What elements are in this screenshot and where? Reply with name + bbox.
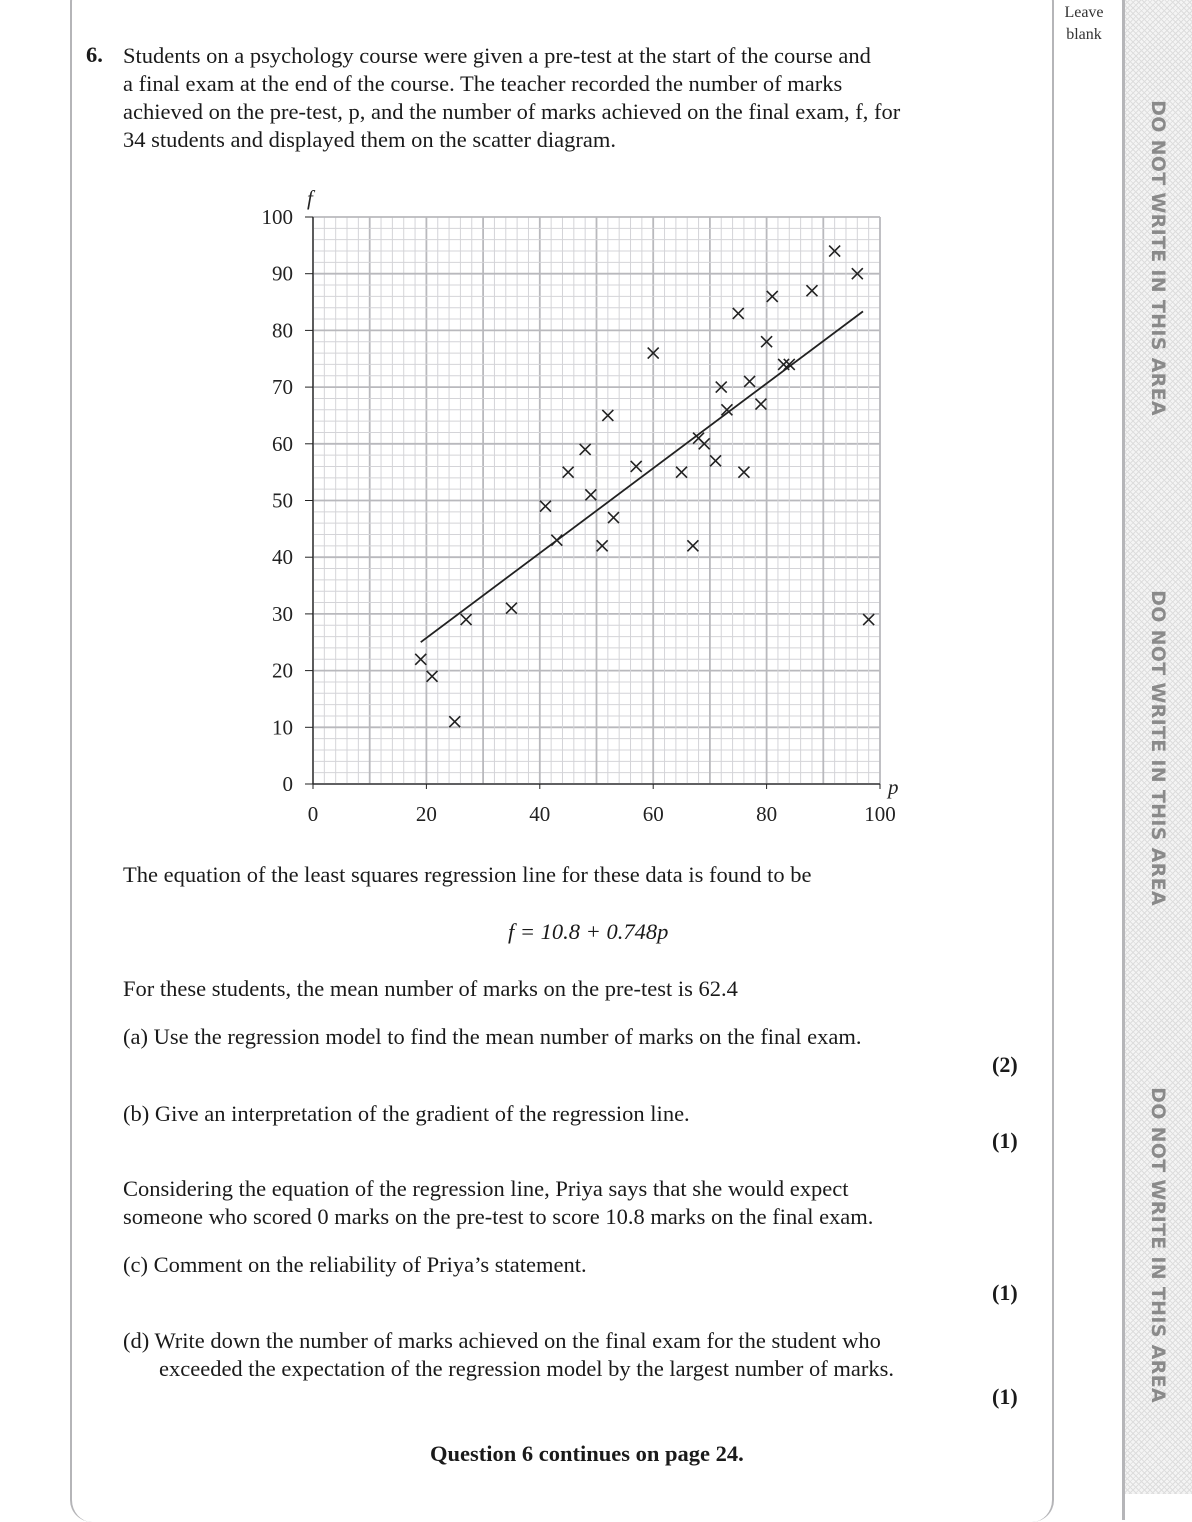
mean-text: For these students, the mean number of marks on the pre-test is 62.4 <box>123 976 738 1001</box>
part-c-marks: (1) <box>992 1280 1018 1305</box>
part-d-marks: (1) <box>992 1384 1018 1409</box>
y-axis-label: f <box>307 186 313 210</box>
regression-text: The equation of the least squares regression line for these data is found to be <box>123 862 812 887</box>
data-point-cross <box>744 376 755 387</box>
do-not-write-notice: DO NOT WRITE IN THIS AREA <box>1147 100 1169 416</box>
data-point-cross <box>449 716 460 727</box>
part-b-marks: (1) <box>992 1128 1018 1153</box>
y-tick-label: 80 <box>272 318 293 343</box>
data-point-cross <box>676 467 687 478</box>
data-point-cross <box>563 467 574 478</box>
data-point-cross <box>585 489 596 500</box>
x-axis-label: p <box>888 775 899 799</box>
x-tick-label: 80 <box>756 802 778 826</box>
data-point-cross <box>506 603 517 614</box>
data-point-cross <box>461 614 472 625</box>
leave-blank-label <box>1056 2 1112 46</box>
blank-label: blank <box>1066 26 1102 43</box>
x-tick-label: 60 <box>642 802 664 826</box>
priya-line: someone who scored 0 marks on the pre-test to score 10.8 marks on the final exam. <box>123 1204 874 1229</box>
y-tick-label: 60 <box>272 431 293 456</box>
y-tick-label: 70 <box>272 375 293 400</box>
data-point-cross <box>540 501 551 512</box>
data-point-cross <box>733 308 744 319</box>
x-tick-label: 100 <box>864 802 896 826</box>
y-tick-label: 90 <box>272 261 293 286</box>
x-tick-label: 20 <box>415 802 437 826</box>
intro-line: achieved on the pre-test, p, and the number of marks achieved on the final exam, f, for <box>123 99 901 124</box>
y-tick-label: 10 <box>272 715 293 740</box>
data-point-cross <box>755 399 766 410</box>
do-not-write-notice: DO NOT WRITE IN THIS AREA <box>1147 1087 1169 1403</box>
part-d-line2: exceeded the expectation of the regression model by the largest number of marks. <box>159 1356 894 1381</box>
regression-equation: f = 10.8 + 0.748p <box>508 919 669 944</box>
part-a: (a) Use the regression model to find the mean number of marks on the final exam. <box>123 1024 862 1049</box>
data-point-cross <box>551 535 562 546</box>
scatter-diagram <box>240 180 940 840</box>
part-b: (b) Give an interpretation of the gradient of the regression line. <box>123 1101 690 1126</box>
x-tick-label: 40 <box>529 802 551 826</box>
data-point-cross <box>608 512 619 523</box>
y-tick-label: 40 <box>272 545 293 570</box>
x-tick-label: 0 <box>307 802 319 826</box>
question-number: 6. <box>86 42 103 67</box>
leave-label: Leave <box>1064 4 1104 21</box>
y-tick-label: 20 <box>272 658 293 683</box>
y-tick-label: 100 <box>261 205 293 229</box>
data-point-cross <box>710 455 721 466</box>
y-tick-label: 50 <box>272 488 293 513</box>
part-a-marks: (2) <box>992 1052 1018 1077</box>
y-tick-label: 30 <box>272 601 293 626</box>
do-not-write-notice: DO NOT WRITE IN THIS AREA <box>1147 590 1169 906</box>
part-d: (d) Write down the number of marks achieved on the final exam for the student who <box>123 1328 881 1353</box>
intro-line: Students on a psychology course were given a pre-test at the start of the course and <box>123 43 871 68</box>
priya-line: Considering the equation of the regression line, Priya says that she would expect <box>123 1176 849 1201</box>
leave-blank-column <box>1050 0 1125 1520</box>
continues-note: Question 6 continues on page 24. <box>430 1441 744 1466</box>
intro-line: 34 students and displayed them on the scatter diagram. <box>123 127 617 152</box>
y-tick-label: 0 <box>282 772 293 796</box>
data-point-cross <box>427 671 438 682</box>
part-c: (c) Comment on the reliability of Priya’s statement. <box>123 1252 587 1277</box>
intro-line: a final exam at the end of the course. The teacher recorded the number of marks <box>123 71 843 96</box>
